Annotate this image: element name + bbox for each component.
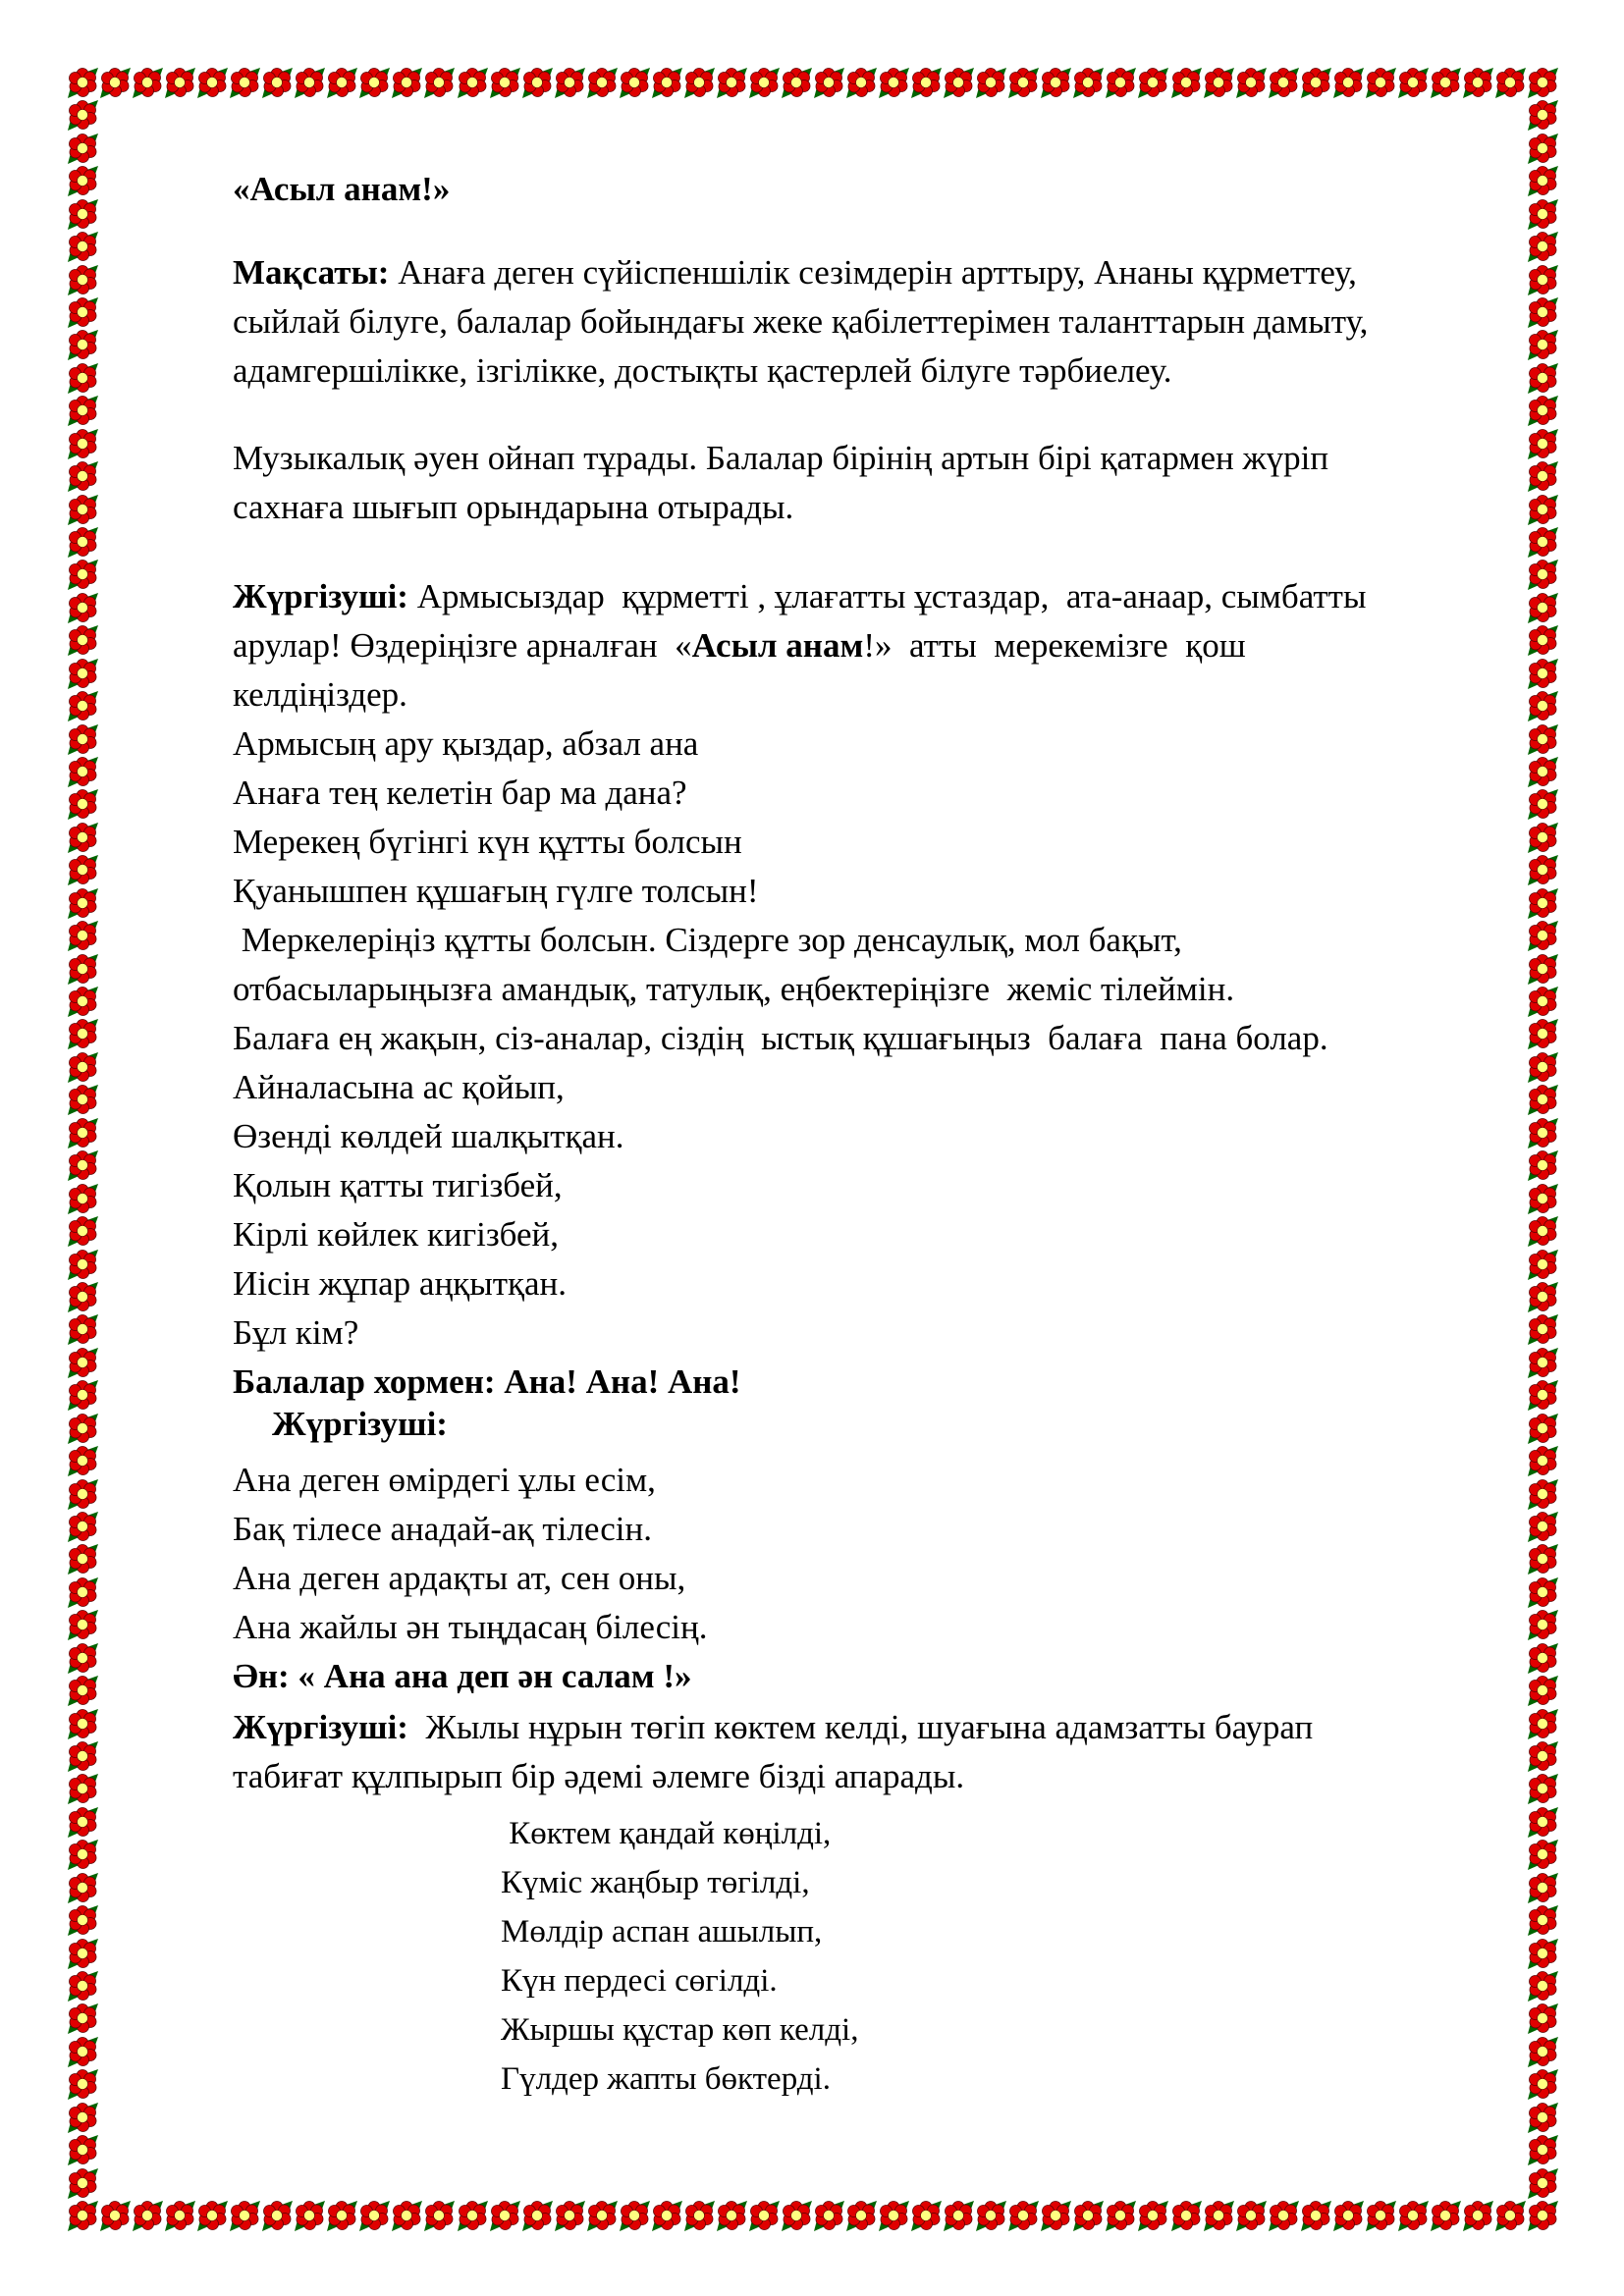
flower-icon (1526, 1937, 1559, 1970)
flower-icon (844, 2199, 878, 2232)
flower-icon (98, 2199, 132, 2232)
flower-icon (456, 66, 489, 99)
flower-icon (1526, 1510, 1559, 1543)
flower-icon (66, 1871, 99, 1904)
flower-icon (66, 722, 99, 756)
flower-icon (1526, 1772, 1559, 1805)
flower-icon (1104, 66, 1137, 99)
flower-icon (456, 2199, 489, 2232)
flower-icon (66, 689, 99, 722)
flower-icon (1526, 1182, 1559, 1215)
flower-icon (1526, 689, 1559, 722)
flower-icon (66, 2002, 99, 2035)
verse1-line-10: Қолын қатты тигізбей, (233, 1166, 563, 1204)
flower-icon (1202, 66, 1235, 99)
flower-icon (1526, 1017, 1559, 1050)
flower-icon (1526, 1280, 1559, 1313)
flower-icon (1526, 1444, 1559, 1477)
flower-icon (66, 1412, 99, 1445)
host3-text-1: Жылы нұрын төгіп көктем келді, шуағына адамзатты баурап (407, 1708, 1314, 1746)
flower-icon (1526, 1903, 1559, 1937)
verse1-line-13: Бұл кім? (233, 1313, 359, 1352)
flower-icon (1526, 1838, 1559, 1871)
flower-icon (682, 66, 716, 99)
flower-icon (1006, 2199, 1040, 2232)
flower-icon (553, 66, 586, 99)
flower-icon (1526, 1116, 1559, 1149)
flower-icon (585, 2199, 619, 2232)
flower-icon (66, 1083, 99, 1116)
verse1-line-9: Өзенді көлдей шалқытқан. (233, 1117, 624, 1155)
flower-icon (422, 66, 456, 99)
flower-icon (1526, 2002, 1559, 2035)
flower-icon (1526, 952, 1559, 986)
verse1-line-5: Меркелеріңіз құтты болсын. Сіздерге зор денсаулық, мол бақыт, (233, 921, 1182, 959)
flower-icon (1526, 1641, 1559, 1675)
flower-icon (66, 525, 99, 559)
flower-icon (66, 1772, 99, 1805)
flower-icon (66, 1903, 99, 1937)
flower-icon (66, 1739, 99, 1773)
flower-icon (228, 66, 261, 99)
flower-icon (1526, 1608, 1559, 1641)
goal-line-2: сыйлай білуге, балалар бойындағы жеке қабілеттерімен таланттарын дамыту, (233, 302, 1369, 341)
poem-line-4: Күн пердесі сөгілді. (501, 1963, 778, 1999)
flower-icon (1526, 919, 1559, 952)
flower-icon (1136, 66, 1169, 99)
flower-icon (844, 66, 878, 99)
flower-icon (66, 459, 99, 493)
flower-icon (1526, 657, 1559, 690)
flower-icon (66, 1707, 99, 1740)
flower-icon (325, 66, 358, 99)
flower-icon (66, 1805, 99, 1839)
flower-icon (66, 1050, 99, 1084)
flower-icon (66, 1542, 99, 1575)
verse1-line-4: Қуанышпен құшағың гүлге толсын! (233, 872, 759, 910)
flower-icon (780, 66, 813, 99)
song-line: Ән: « Ана ана деп ән салам !» (233, 1657, 692, 1695)
flower-icon (66, 295, 99, 329)
flower-icon (293, 66, 326, 99)
flower-icon (325, 2199, 358, 2232)
flower-icon (1526, 886, 1559, 920)
flower-icon (1526, 1050, 1559, 1084)
flower-icon (1071, 66, 1105, 99)
flower-icon (1526, 2067, 1559, 2101)
intro-line-1: Музыкалық әуен ойнап тұрады. Балалар бірінің артын бірі қатармен жүріп (233, 439, 1329, 477)
flower-icon (1526, 361, 1559, 395)
flower-icon (260, 66, 294, 99)
flower-icon (747, 66, 781, 99)
flower-icon (1526, 2199, 1559, 2232)
poem-line-5: Жыршы құстар көп келді, (501, 2012, 859, 2048)
flower-icon (66, 2166, 99, 2200)
flower-icon (66, 394, 99, 427)
flower-icon (1526, 1148, 1559, 1182)
flower-icon (66, 2101, 99, 2134)
flower-icon (1526, 853, 1559, 886)
flower-icon (66, 919, 99, 952)
flower-icon (66, 66, 99, 99)
flower-icon (1526, 2133, 1559, 2166)
flower-icon (66, 98, 99, 132)
flower-icon (1526, 591, 1559, 624)
flower-icon (66, 164, 99, 197)
flower-icon (66, 132, 99, 165)
goal-line-1 (233, 248, 1357, 297)
verse1-line-7: Балаға ең жақын, сіз-аналар, сіздің ыстық құшағыңыз балаға пана болар. (233, 1019, 1328, 1057)
flower-icon (66, 1312, 99, 1346)
flower-icon (66, 197, 99, 231)
flower-icon (1429, 66, 1462, 99)
flower-icon (1526, 1739, 1559, 1773)
flower-icon (1461, 66, 1494, 99)
flower-icon (1071, 2199, 1105, 2232)
flower-icon (1526, 1707, 1559, 1740)
flower-icon (585, 66, 619, 99)
flower-icon (1526, 787, 1559, 821)
poem-line-1: Көктем қандай көңілді, (501, 1816, 832, 1851)
flower-icon (357, 66, 391, 99)
flower-icon (877, 2199, 910, 2232)
flower-icon (66, 263, 99, 296)
flower-icon (909, 2199, 943, 2232)
flower-icon (1039, 66, 1072, 99)
flower-icon (1526, 493, 1559, 526)
flower-icon (66, 361, 99, 395)
flower-icon (682, 2199, 716, 2232)
flower-icon (131, 2199, 164, 2232)
flower-icon (66, 1674, 99, 1707)
verse2-line-3: Ана деген ардақты ат, сен оны, (233, 1559, 686, 1597)
flower-icon (66, 2199, 99, 2232)
flower-icon (1493, 2199, 1527, 2232)
flower-icon (1526, 1214, 1559, 1248)
poem-line-6: Гүлдер жапты бөктерді. (501, 2061, 831, 2097)
host1-label: Жүргізуші: (233, 577, 408, 615)
flower-icon (650, 66, 683, 99)
flower-icon (66, 952, 99, 986)
flower-icon (66, 1346, 99, 1379)
flower-icon (1526, 525, 1559, 559)
host1-text-2a: арулар! Өздеріңізге арналған « (233, 626, 692, 665)
flower-icon (66, 1017, 99, 1050)
host3-line-2: табиғат құлпырып бір әдемі әлемге бізді апарады. (233, 1757, 965, 1795)
flower-icon (1526, 1542, 1559, 1575)
flower-icon (1526, 427, 1559, 460)
flower-icon (1396, 2199, 1430, 2232)
flower-icon (66, 853, 99, 886)
flower-icon (1526, 985, 1559, 1018)
flower-icon (1526, 558, 1559, 591)
flower-icon (1169, 66, 1203, 99)
flower-icon (131, 66, 164, 99)
flower-icon (293, 2199, 326, 2232)
chorus-line: Балалар хормен: Ана! Ана! Ана! (233, 1362, 741, 1401)
flower-icon (1526, 98, 1559, 132)
flower-icon (163, 2199, 196, 2232)
flower-icon (66, 427, 99, 460)
flower-icon (66, 985, 99, 1018)
flower-icon (163, 66, 196, 99)
flower-icon (66, 2035, 99, 2068)
flower-icon (1526, 722, 1559, 756)
flower-icon (66, 1444, 99, 1477)
flower-icon (1104, 2199, 1137, 2232)
flower-icon (1331, 2199, 1365, 2232)
flower-icon (66, 1575, 99, 1609)
verse2-line-2: Бақ тілесе анадай-ақ тілесін. (233, 1510, 652, 1548)
poem-line-2: Күміс жаңбыр төгілді, (501, 1865, 810, 1900)
host1-line-3: келдіңіздер. (233, 675, 407, 714)
flower-icon (66, 230, 99, 263)
flower-icon (1267, 66, 1300, 99)
flower-icon (1526, 164, 1559, 197)
flower-icon (618, 2199, 651, 2232)
verse1-line-3: Мерекең бүгінгі күн құтты болсын (233, 823, 742, 861)
flower-icon (1526, 295, 1559, 329)
flower-icon (1299, 66, 1332, 99)
flower-icon (1299, 2199, 1332, 2232)
flower-icon (747, 2199, 781, 2232)
flower-icon (1526, 1346, 1559, 1379)
flower-icon (1234, 2199, 1268, 2232)
flower-icon (66, 886, 99, 920)
flower-icon (1526, 230, 1559, 263)
flower-icon (66, 2133, 99, 2166)
verse1-line-6: отбасыларыңызға амандық, татулық, еңбектеріңізге жеміс тілеймін. (233, 970, 1235, 1008)
goal-text-1: Анаға деген сүйіспеншілік сезімдерін арттыру, Ананы құрметтеу, (389, 253, 1357, 292)
host1-line-2 (233, 621, 1246, 670)
verse2-line-4: Ана жайлы ән тыңдасаң білесің. (233, 1608, 708, 1646)
flower-icon (1429, 2199, 1462, 2232)
verse1-line-8: Айналасына ас қойып, (233, 1068, 565, 1106)
flower-icon (66, 755, 99, 788)
flower-icon (66, 1608, 99, 1641)
verse1-line-2: Анаға тең келетін бар ма дана? (233, 774, 687, 812)
flower-icon (715, 2199, 748, 2232)
flower-icon (66, 1477, 99, 1511)
flower-icon (66, 1116, 99, 1149)
flower-icon (66, 1969, 99, 2002)
page-title: «Асыл анам!» (233, 170, 451, 208)
flower-icon (1526, 1248, 1559, 1281)
flower-icon (66, 591, 99, 624)
flower-icon (195, 2199, 229, 2232)
verse1-line-12: Иісін жұпар аңқытқан. (233, 1264, 568, 1303)
flower-icon (422, 2199, 456, 2232)
flower-icon (1526, 1871, 1559, 1904)
flower-icon (1526, 2166, 1559, 2200)
flower-icon (520, 66, 554, 99)
host2-label: Жүргізуші: (272, 1405, 448, 1443)
flower-icon (1364, 66, 1397, 99)
flower-icon (66, 1641, 99, 1675)
flower-icon (1526, 755, 1559, 788)
flower-icon (942, 2199, 975, 2232)
flower-icon (974, 66, 1007, 99)
flower-icon (66, 558, 99, 591)
flower-icon (1526, 821, 1559, 854)
flower-icon (1526, 623, 1559, 657)
flower-icon (66, 1510, 99, 1543)
flower-icon (942, 66, 975, 99)
flower-icon (1267, 2199, 1300, 2232)
flower-icon (553, 2199, 586, 2232)
flower-icon (909, 66, 943, 99)
flower-icon (812, 2199, 845, 2232)
flower-icon (1526, 1969, 1559, 2002)
flower-icon (390, 2199, 423, 2232)
flower-icon (1006, 66, 1040, 99)
flower-icon (1526, 1575, 1559, 1609)
intro-line-2: сахнаға шығып орындарына отырады. (233, 488, 794, 526)
host1-text-2b: !» атты мерекемізге қош (863, 626, 1246, 665)
flower-icon (1526, 197, 1559, 231)
flower-icon (488, 66, 521, 99)
host3-label: Жүргізуші: (233, 1708, 408, 1746)
flower-icon (1526, 66, 1559, 99)
flower-icon (1461, 2199, 1494, 2232)
flower-icon (228, 2199, 261, 2232)
flower-icon (66, 1214, 99, 1248)
flower-icon (66, 1838, 99, 1871)
flower-icon (1202, 2199, 1235, 2232)
flower-icon (66, 493, 99, 526)
flower-icon (66, 1148, 99, 1182)
goal-label: Мақсаты: (233, 253, 390, 292)
flower-icon (1526, 1312, 1559, 1346)
flower-icon (1526, 328, 1559, 361)
flower-icon (1364, 2199, 1397, 2232)
flower-icon (1526, 2101, 1559, 2134)
flower-icon (1234, 66, 1268, 99)
flower-icon (780, 2199, 813, 2232)
goal-line-3: адамгершілікке, ізгілікке, достықты қастерлей білуге тәрбиелеу. (233, 351, 1172, 390)
flower-icon (66, 1182, 99, 1215)
verse1-line-11: Кірлі көйлек кигізбей, (233, 1215, 560, 1254)
flower-icon (715, 66, 748, 99)
host1-text-1: Армысыздар құрметті , ұлағатты ұстаздар, ата-анаар, сымбатты (407, 577, 1367, 615)
flower-icon (1526, 459, 1559, 493)
flower-icon (66, 657, 99, 690)
flower-icon (1169, 2199, 1203, 2232)
flower-icon (66, 1248, 99, 1281)
flower-icon (1396, 66, 1430, 99)
verse1-line-1: Армысың ару қыздар, абзал ана (233, 724, 699, 763)
flower-icon (1526, 1674, 1559, 1707)
flower-icon (66, 328, 99, 361)
flower-icon (66, 821, 99, 854)
flower-icon (974, 2199, 1007, 2232)
flower-icon (1039, 2199, 1072, 2232)
flower-icon (877, 66, 910, 99)
flower-icon (1136, 2199, 1169, 2232)
host1-line-1 (233, 572, 1366, 621)
flower-icon (1526, 394, 1559, 427)
flower-icon (260, 2199, 294, 2232)
flower-icon (390, 66, 423, 99)
flower-icon (66, 1937, 99, 1970)
poem-line-3: Мөлдір аспан ашылып, (501, 1914, 823, 1949)
flower-icon (357, 2199, 391, 2232)
verse2-line-1: Ана деген өмірдегі ұлы есім, (233, 1461, 656, 1499)
flower-icon (1526, 132, 1559, 165)
flower-icon (66, 623, 99, 657)
flower-icon (812, 66, 845, 99)
flower-icon (1493, 66, 1527, 99)
flower-icon (1526, 1805, 1559, 1839)
flower-icon (195, 66, 229, 99)
host3-line-1 (233, 1703, 1313, 1752)
host1-text-2-bold: Асыл анам (691, 626, 864, 665)
flower-icon (1526, 1378, 1559, 1412)
flower-icon (1526, 263, 1559, 296)
flower-icon (1526, 1412, 1559, 1445)
flower-icon (66, 2067, 99, 2101)
flower-icon (488, 2199, 521, 2232)
flower-icon (1526, 1083, 1559, 1116)
flower-icon (618, 66, 651, 99)
flower-icon (520, 2199, 554, 2232)
flower-icon (1526, 2035, 1559, 2068)
flower-icon (98, 66, 132, 99)
flower-icon (650, 2199, 683, 2232)
flower-icon (66, 1378, 99, 1412)
flower-icon (1331, 66, 1365, 99)
flower-icon (1526, 1477, 1559, 1511)
flower-icon (66, 787, 99, 821)
flower-icon (66, 1280, 99, 1313)
